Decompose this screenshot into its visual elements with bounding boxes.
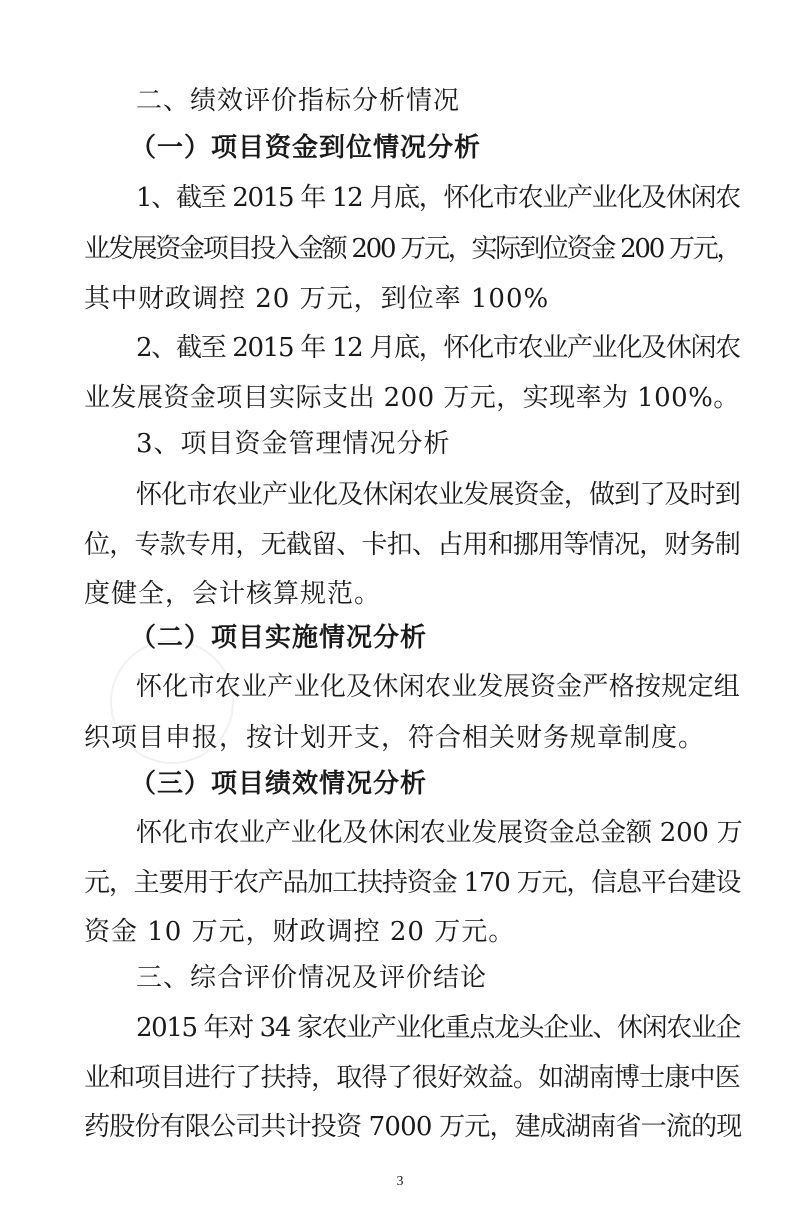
paragraph-line: 2015 年对 34 家农业产业化重点龙头企业、休闲农业企: [136, 1013, 741, 1043]
paragraph-line: 其中财政调控 20 万元，到位率 100%: [84, 284, 550, 314]
paragraph-line: 元，主要用于农产品加工扶持资金 170 万元，信息平台建设: [84, 868, 741, 898]
paragraph-line: 怀化市农业产业化及休闲农业发展资金总金额 200 万: [136, 818, 743, 848]
paragraph-line: 1、截至 2015 年 12 月底，怀化市农业产业化及休闲农: [136, 183, 740, 213]
paragraph-line: 织项目申报，按计划开支，符合相关财务规章制度。: [84, 723, 706, 753]
paragraph-line: 怀化市农业产业化及休闲农业发展资金严格按规定组: [136, 672, 741, 702]
subsection-title: （一）项目资金到位情况分析: [130, 133, 482, 163]
paragraph-line: 业和项目进行了扶持，取得了很好效益。如湖南博士康中医: [84, 1063, 741, 1093]
subsection-title: （三）项目绩效情况分析: [130, 769, 428, 799]
paragraph-line: 业发展资金项目投入金额 200 万元，实际到位资金 200 万元，: [84, 234, 741, 264]
paragraph-line: 度健全，会计核算规范。: [84, 579, 382, 609]
subsection-title: （二）项目实施情况分析: [130, 623, 428, 653]
paragraph-line: 业发展资金项目实际支出 200 万元，实现率为 100%。: [84, 383, 740, 413]
page-number: 3: [396, 1174, 404, 1189]
paragraph-line: 怀化市农业产业化及休闲农业发展资金，做到了及时到: [136, 480, 741, 510]
section-title: 三、综合评价情况及评价结论: [136, 963, 488, 993]
section-title: 二、绩效评价指标分析情况: [136, 86, 461, 116]
paragraph-line: 药股份有限公司共计投资 7000 万元，建成湖南省一流的现: [84, 1112, 742, 1142]
paragraph-line: 2、截至 2015 年 12 月底，怀化市农业产业化及休闲农: [136, 333, 740, 363]
paragraph-line: 资金 10 万元，财政调控 20 万元。: [84, 917, 516, 947]
paragraph-heading: 3、项目资金管理情况分析: [136, 429, 451, 459]
paragraph-line: 位，专款专用，无截留、卡扣、占用和挪用等情况，财务制: [84, 530, 741, 560]
